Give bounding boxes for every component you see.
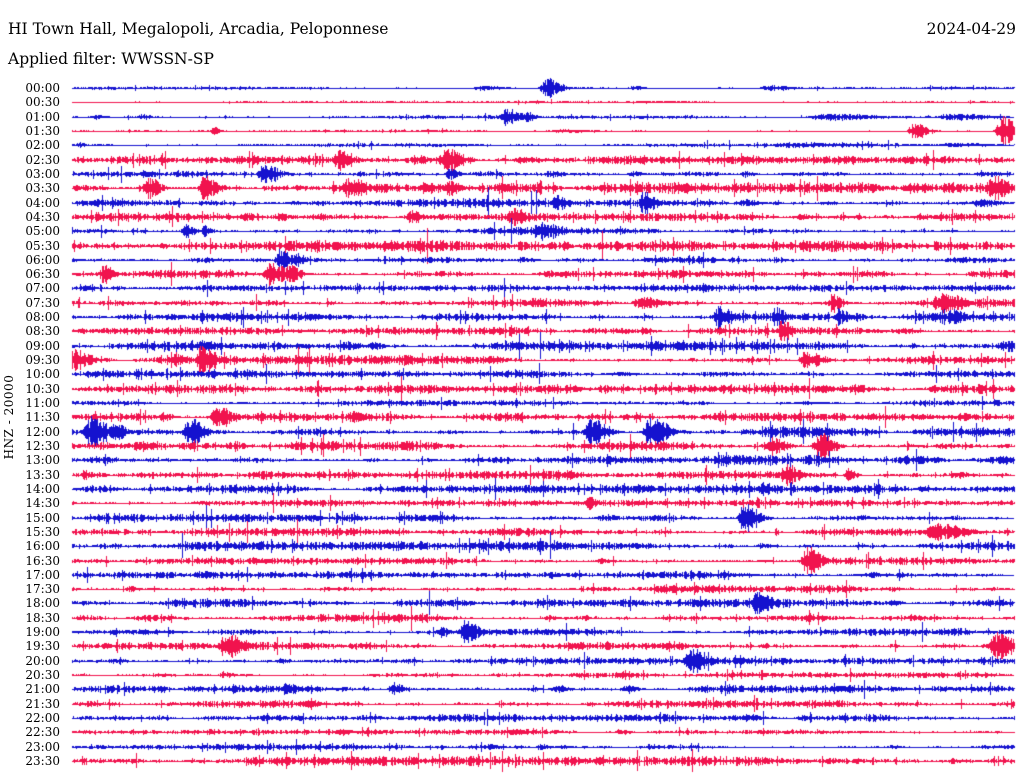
channel-axis-label: HNZ - 20000 <box>2 374 16 460</box>
time-label: 06:00 <box>25 252 60 267</box>
time-label: 18:00 <box>25 596 60 611</box>
time-label: 02:30 <box>25 152 60 167</box>
time-label: 09:00 <box>25 338 60 353</box>
time-label: 08:00 <box>25 310 60 325</box>
time-label: 21:30 <box>25 696 60 711</box>
time-label: 09:30 <box>25 353 60 368</box>
time-label: 22:30 <box>25 725 60 740</box>
time-label: 00:00 <box>25 81 60 95</box>
time-label: 22:00 <box>25 711 60 726</box>
time-label: 00:30 <box>25 95 60 110</box>
time-label: 15:30 <box>25 524 60 539</box>
time-label: 03:30 <box>25 181 60 196</box>
time-label: 17:00 <box>25 567 60 582</box>
time-label: 03:00 <box>25 166 60 181</box>
filter-label: Applied filter: WWSSN-SP <box>8 50 214 68</box>
time-label: 23:30 <box>25 754 60 768</box>
time-label: 21:00 <box>25 682 60 697</box>
time-label: 16:00 <box>25 539 60 554</box>
time-label: 01:00 <box>25 109 60 124</box>
time-label: 10:00 <box>25 367 60 382</box>
time-label: 14:30 <box>25 496 60 511</box>
time-label: 12:30 <box>25 438 60 453</box>
time-label: 20:30 <box>25 668 60 683</box>
time-label: 15:00 <box>25 510 60 525</box>
time-label: 04:00 <box>25 195 60 210</box>
time-label: 10:30 <box>25 381 60 396</box>
time-label: 14:00 <box>25 481 60 496</box>
time-label: 20:00 <box>25 653 60 668</box>
time-label: 07:30 <box>25 295 60 310</box>
time-label: 17:30 <box>25 582 60 597</box>
time-label: 04:30 <box>25 209 60 224</box>
time-label: 12:00 <box>25 424 60 439</box>
time-label: 11:00 <box>25 396 60 411</box>
time-label: 01:30 <box>25 123 60 138</box>
time-label: 13:00 <box>25 453 60 468</box>
time-label: 05:00 <box>25 224 60 239</box>
time-label: 18:30 <box>25 610 60 625</box>
time-label: 19:00 <box>25 625 60 640</box>
time-label: 11:30 <box>25 410 60 425</box>
time-label: 19:30 <box>25 639 60 654</box>
time-label: 06:30 <box>25 267 60 282</box>
time-label: 07:00 <box>25 281 60 296</box>
station-title: HI Town Hall, Megalopoli, Arcadia, Peloponnese <box>8 20 389 38</box>
time-label: 13:30 <box>25 467 60 482</box>
time-label: 23:00 <box>25 739 60 754</box>
record-date: 2024-04-29 <box>926 20 1016 38</box>
time-label: 05:30 <box>25 238 60 253</box>
time-label: 02:00 <box>25 138 60 153</box>
time-label: 16:30 <box>25 553 60 568</box>
time-label: 08:30 <box>25 324 60 339</box>
